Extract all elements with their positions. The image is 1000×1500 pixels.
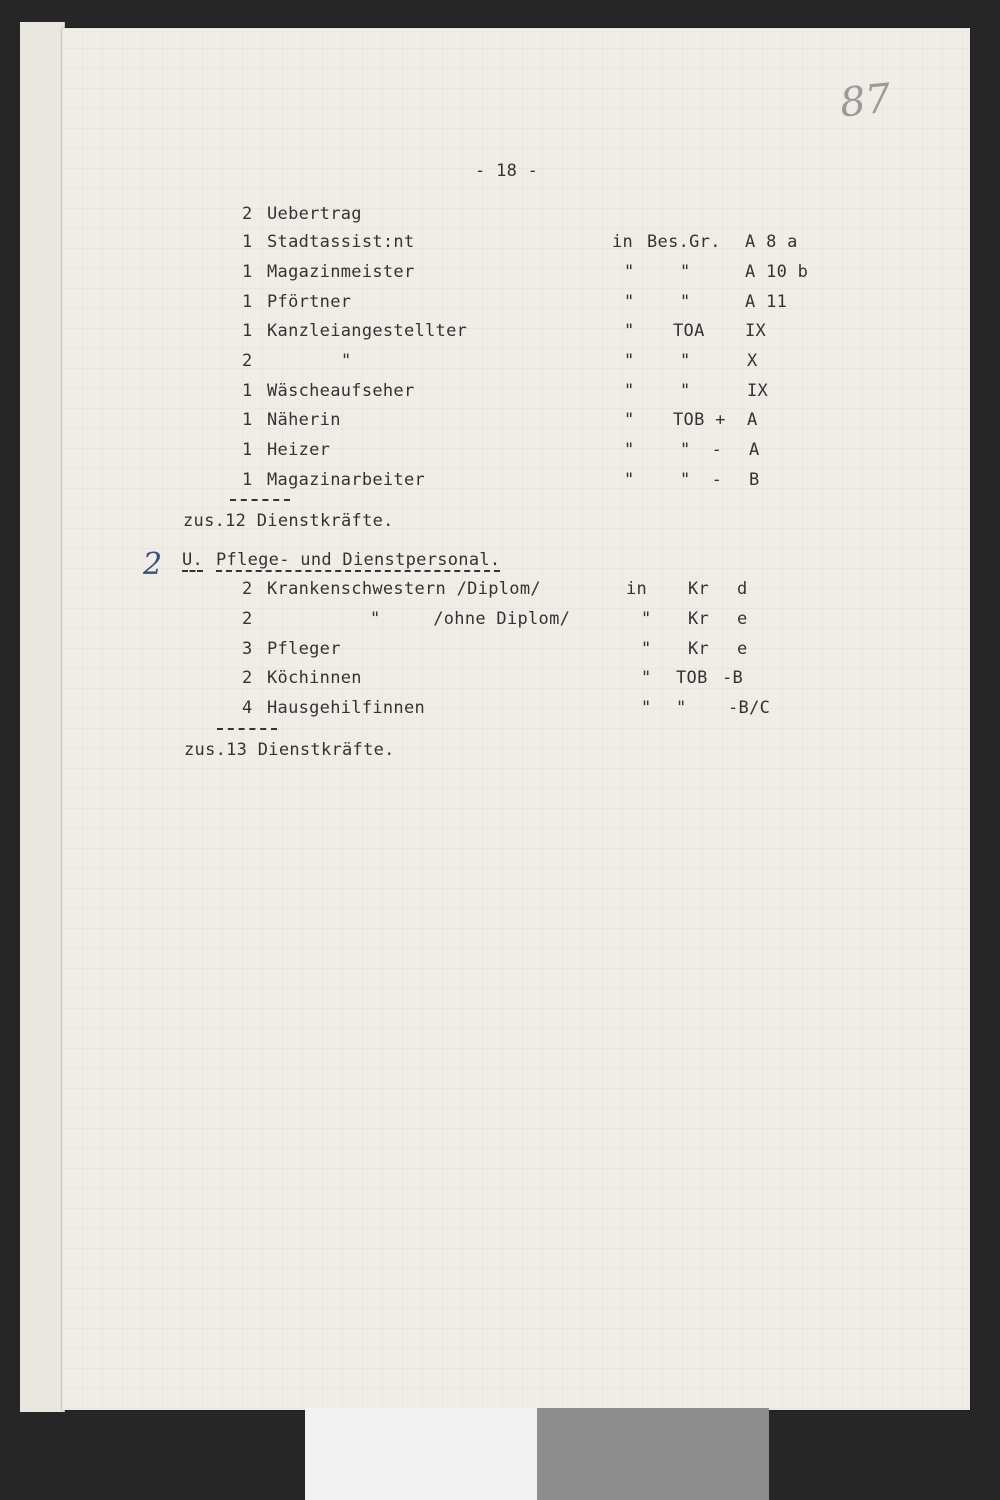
handwritten-section-number: 2 — [143, 547, 163, 582]
row-in: " — [641, 609, 652, 629]
row-grade: A 11 — [745, 292, 788, 312]
page-number: - 18 - — [475, 161, 539, 181]
row-in: " — [641, 668, 652, 688]
row-in: " — [624, 381, 635, 401]
row-group: TOA — [673, 321, 705, 341]
underlying-page — [20, 22, 65, 1412]
row-group: " — [680, 351, 691, 371]
row-count: 4 — [242, 698, 253, 718]
row-count: 2 — [242, 579, 253, 599]
row-title: Heizer — [267, 440, 331, 460]
row-title: Näherin — [267, 410, 341, 430]
row-grade: e — [737, 609, 748, 629]
row-grade: -B/C — [728, 698, 771, 718]
row-count: 2 — [242, 204, 253, 224]
row-group: Bes.Gr. — [647, 232, 721, 252]
row-group: " — [680, 262, 691, 282]
row-count: 1 — [242, 321, 253, 341]
row-grade: A — [749, 440, 760, 460]
row-grade: A 10 b — [745, 262, 809, 282]
row-title: Pfleger — [267, 639, 341, 659]
row-count: 1 — [242, 470, 253, 490]
row-title: Magazinmeister — [267, 262, 415, 282]
row-title: Krankenschwestern /Diplom/ — [267, 579, 541, 599]
row-in: " — [641, 698, 652, 718]
row-in: " — [624, 351, 635, 371]
row-grade: IX — [747, 381, 769, 401]
row-group: " — [680, 292, 691, 312]
row-count: 1 — [242, 410, 253, 430]
row-grade: d — [737, 579, 748, 599]
folio-number: 87 — [837, 75, 894, 127]
row-count: 1 — [242, 262, 253, 282]
row-title: Magazinarbeiter — [267, 470, 426, 490]
row-title: Wäscheaufseher — [267, 381, 415, 401]
row-title: Hausgehilfinnen — [267, 698, 426, 718]
calibration-strip-white — [305, 1408, 537, 1500]
row-group: TOB — [676, 668, 708, 688]
row-in: in — [626, 579, 648, 599]
row-in: in — [612, 232, 634, 252]
row-title: Pförtner — [267, 292, 352, 312]
row-grade: A 8 a — [745, 232, 798, 252]
row-count: 1 — [242, 381, 253, 401]
row-title: " /ohne Diplom/ — [370, 609, 571, 629]
row-group: " - — [680, 470, 723, 490]
row-count: 2 — [242, 668, 253, 688]
row-count: 1 — [242, 440, 253, 460]
calibration-strip-gray — [537, 1408, 769, 1500]
row-group: Kr — [688, 639, 710, 659]
row-title: Stadtassist:nt — [267, 232, 415, 252]
document-page — [62, 28, 970, 1410]
section-heading-text: Pflege- und Dienstpersonal. — [216, 550, 501, 570]
row-grade: IX — [745, 321, 767, 341]
row-title: Kanzleiangestellter — [267, 321, 468, 341]
sum-rule — [217, 728, 277, 730]
row-count: 3 — [242, 639, 253, 659]
row-in: " — [624, 321, 635, 341]
row-count: 1 — [242, 292, 253, 312]
row-title: Uebertrag — [267, 204, 362, 224]
row-grade: e — [737, 639, 748, 659]
row-grade: -B — [722, 668, 744, 688]
row-grade: A — [747, 410, 758, 430]
row-in: " — [624, 440, 635, 460]
row-grade: X — [747, 351, 758, 371]
row-in: " — [641, 639, 652, 659]
row-group: TOB + — [673, 410, 726, 430]
row-grade: B — [749, 470, 760, 490]
row-group: Kr — [688, 579, 710, 599]
block-total: zus.13 Dienstkräfte. — [184, 740, 395, 760]
block-total: zus.12 Dienstkräfte. — [183, 511, 394, 531]
row-title: " — [341, 351, 352, 371]
section-letter-text: U. — [182, 550, 204, 570]
row-group: " - — [680, 440, 723, 460]
row-count: 2 — [242, 609, 253, 629]
row-group: Kr — [688, 609, 710, 629]
row-in: " — [624, 292, 635, 312]
row-group: " — [680, 381, 691, 401]
section-letter — [182, 550, 203, 570]
section-heading — [216, 550, 500, 570]
row-in: " — [624, 470, 635, 490]
row-title: Köchinnen — [267, 668, 362, 688]
row-count: 1 — [242, 232, 253, 252]
row-group: " — [676, 698, 687, 718]
row-count: 2 — [242, 351, 253, 371]
sum-rule — [230, 499, 290, 501]
row-in: " — [624, 410, 635, 430]
row-in: " — [624, 262, 635, 282]
